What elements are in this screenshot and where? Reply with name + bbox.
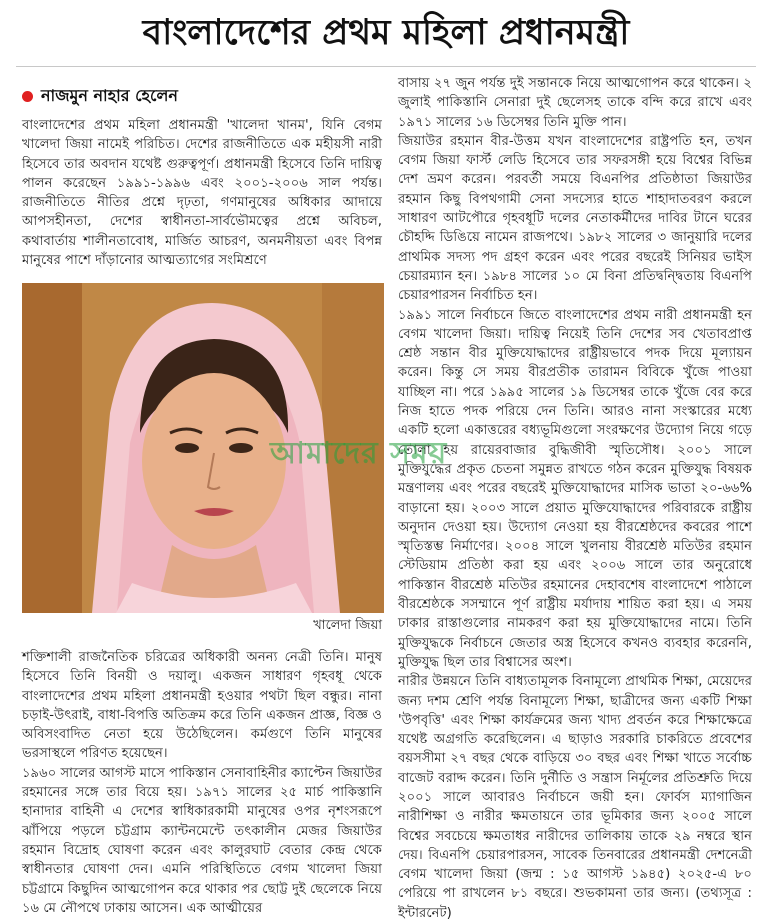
- headline-divider: [16, 66, 756, 67]
- paragraph: ১৯৬০ সালের আগস্ট মাসে পাকিস্তান সেনাবাহিনীর ক্যাপ্টেন জিয়াউর রহমানের সঙ্গে তার বিয়ে হয়। ১৯৭১ সালের ২৫ মার্চ পাকিস্তানি হানাদার বাহিনী এ দেশের স্বাধিকারকামী মানুষের ওপর নৃশংসরূপে ঝাঁপিয়ে পড়লে চট্টগ্রাম ক্যান্টনমেন্টে তৎকালীন মেজর জিয়াউর রহমান বিদ্রোহ ঘোষণা করেন এবং কালুরঘাট বেতার কেন্দ্র থেকে স্বাধীনতার ঘোষণা দেন। এমনি পরিস্থিতিতে বেগম খালেদা জিয়া চট্টগ্রামে কিছুদিন আত্মগোপন করে থাকার পর ছোট্ট দুই ছেলেকে নিয়ে ১৬ মে নৌপথে ঢাকায় আসেন। এক আত্মীয়ের: [22, 765, 382, 916]
- paragraph: ১৯৯১ সালে নির্বাচনে জিতে বাংলাদেশের প্রথম নারী প্রধানমন্ত্রী হন বেগম খালেদা জিয়া। দায়িত্ব নিয়েই তিনি দেশের সব খেতাবপ্রাপ্ত শ্রেষ্ঠ সন্তান বীর মুক্তিযোদ্ধাদের রাষ্ট্রীয়ভাবে পদক দিয়ে মূল্যায়ন করেন। কিন্তু সে সময় বীরপ্রতীক তারামন বিবিকে খুঁজে পাওয়া যাচ্ছিল না। পরে ১৯৯৫ সালের ১৯ ডিসেম্বর তাকে খুঁজে বের করে নিজ হাতে পদক পরিয়ে দেন তিনি। আরও নানা সংস্কারের মধ্যে একটি হলো একাত্তরের বধ্যভূমিগুলো সংরক্ষণের উদ্যোগ নিয়ে গড়ে তোলা হয় রায়েরবাজার বুদ্ধিজীবী স্মৃতিসৌধ। ২০০১ সালে মুক্তিযুদ্ধের প্রকৃত চেতনা সমুন্নত রাখতে গঠন করেন মুক্তিযুদ্ধ বিষয়ক মন্ত্রণালয় এবং পরের বছরেই মুক্তিযোদ্ধাদের মাসিক ভাতা ২০-৬৬% বাড়ানো হয়। ২০০৩ সালে প্রয়াত মুক্তিযোদ্ধাদের পরিবারকে রাষ্ট্রীয় অনুদান দেওয়া হয়। উদ্যোগ নেওয়া হয় বীরশ্রেষ্ঠদের কবরের পাশে স্মৃতিস্তম্ভ নির্মাণের। ২০০৪ সালে খুলনায় বীরশ্রেষ্ঠ মতিউর রহমান স্টেডিয়াম প্রতিষ্ঠা করা হয় এবং ২০০৬ সালে তার অনুরোধে পাকিস্তান বীরশ্রেষ্ঠ মতিউর রহমানের দেহাবশেষ বাংলাদেশে পাঠালে বীরশ্রেষ্ঠকে সসম্মানে পূর্ণ রাষ্ট্রীয় মর্যাদায় শায়িত করা হয়। এ সময় ঢাকার রাস্তাগুলোর নামকরণ করা হয় মুক্তিযোদ্ধাদের নামে। তিনি মুক্তিযুদ্ধকে নির্বাচনে জেতার অস্ত্র হিসেবে কখনও ব্যবহার করেননি, মুক্তিযুদ্ধ ছিল তার বিশ্বাসের অংশ।: [398, 307, 752, 670]
- article-headline: বাংলাদেশের প্রথম মহিলা প্রধানমন্ত্রী: [142, 12, 630, 53]
- left-column-continued: [22, 648, 382, 918]
- photo-caption: খালেদা জিয়া: [313, 618, 382, 633]
- left-column-intro: [22, 116, 382, 270]
- portrait-illustration: [22, 283, 384, 613]
- bullet-dot-icon: [22, 91, 33, 102]
- paragraph: নারীর উন্নয়নে তিনি বাধ্যতামূলক বিনামূল্যে প্রাথমিক শিক্ষা, মেয়েদের জন্য দশম শ্রেণি পর্যন্ত বিনামূল্যে শিক্ষা, ছাত্রীদের জন্য একটি শিক্ষা 'উপবৃত্তি' এবং শিক্ষা কার্যক্রমের জন্য খাদ্য প্রবর্তন করে শিক্ষাক্ষেত্রে যথেষ্ট অগ্রগতি করেছিলেন। এ ছাড়াও সরকারি চাকরিতে প্রবেশের বয়সসীমা ২৭ বছর থেকে বাড়িয়ে ৩০ বছর এবং শিক্ষা খাতে সর্বোচ্চ বাজেট বরাদ্দ করেন। তিনি দুর্নীতি ও সন্ত্রাস নির্মূলের প্রতিশ্রুতি দিয়ে ২০০১ সালে আবারও নির্বাচনে জয়ী হন। ফোর্বস ম্যাগাজিন নারীশিক্ষা ও নারীর ক্ষমতায়নে তার ভূমিকার জন্য ২০০৫ সালে বিশ্বের সবচেয়ে ক্ষমতাধর নারীদের তালিকায় তাকে ২৯ নম্বরে স্থান দেয়। বিএনপি চেয়ারপারসন, সাবেক তিনবারের প্রধানমন্ত্রী দেশনেত্রী বেগম খালেদা জিয়া (জন্ম : ১৫ আগস্ট ১৯৪৫) ২০২৫-এ ৮০ পেরিয়ে পা রাখলেন ৮১ বছরে। শুভকামনা তার জন্য। (তথ্যসূত্র : ইন্টারনেট): [398, 674, 752, 921]
- portrait-photo: [22, 283, 384, 613]
- intro-paragraph: বাংলাদেশের প্রথম মহিলা প্রধানমন্ত্রী 'খালেদা খানম', যিনি বেগম খালেদা জিয়া নামেই পরিচিত। দেশের রাজনীতিতে এক মহীয়সী নারী হিসেবে তার অবদান যথেষ্ট গুরুত্বপূর্ণ। প্রধানমন্ত্রী হিসেবে তিনি দায়িত্ব পালন করেছেন ১৯৯১-১৯৯৬ এবং ২০০১-২০০৬ সাল পর্যন্ত। রাজনীতিতে নীতির প্রশ্নে দৃঢ়তা, গণমানুষের অধিকার আদায়ে আপসহীনতা, দেশের স্বাধীনতা-সার্বভৌমত্বের প্রশ্নে অবিচল, কথাবার্তায় শালীনতাবোধ, মার্জিত আচরণ, অনমনীয়তা এবং বিপন্ন মানুষের পাশে দাঁড়ানোর আত্মত্যাগের সংমিশ্রণে: [22, 118, 382, 269]
- byline: [22, 84, 178, 108]
- byline-author: নাজমুন নাহার হেলেন: [41, 85, 178, 105]
- paragraph: জিয়াউর রহমান বীর-উত্তম যখন বাংলাদেশের রাষ্ট্রপতি হন, তখন বেগম জিয়া ফার্স্ট লেডি হিসেবে তার সফরসঙ্গী হয়ে বিশ্বের বিভিন্ন দেশ ভ্রমণ করেন। পরবর্তী সময়ে বিএনপির প্রতিষ্ঠাতা জিয়াউর রহমান কিছু বিপথগামী সেনা সদস্যের হাতে শাহাদাতবরণ করলে সাধারণ আটপৌরে গৃহবধূটি দলের নেতাকর্মীদের দাবির টানে ঘরের চৌহদ্দি ডিঙিয়ে নামেন রাজপথে। ১৯৮২ সালের ৩ জানুয়ারি দলের প্রাথমিক সদস্য পদ গ্রহণ করেন এবং পরের বছরেই সিনিয়র ভাইস চেয়ারম্যান হন। ১৯৮৪ সালের ১০ মে বিনা প্রতিদ্বন্দ্বিতায় বিএনপি চেয়ারপারসন নির্বাচিত হন।: [398, 133, 752, 304]
- paragraph: বাসায় ২৭ জুন পর্যন্ত দুই সন্তানকে নিয়ে আত্মগোপন করে থাকেন। ২ জুলাই পাকিস্তানি সেনারা দুই ছেলেসহ তাকে বন্দি করে রাখে এবং ১৯৭১ সালের ১৬ ডিসেম্বর তিনি মুক্তি পান।: [398, 76, 752, 130]
- paragraph: শক্তিশালী রাজনৈতিক চরিত্রের অধিকারী অনন্য নেত্রী তিনি। মানুষ হিসেবে তিনি বিনয়ী ও দয়ালু। একজন সাধারণ গৃহবধূ থেকে বাংলাদেশের প্রথম মহিলা প্রধানমন্ত্রী হওয়ার পথটা ছিল বন্ধুর। নানা চড়াই-উৎরাই, বাধা-বিপত্তি অতিক্রম করে তিনি একজন প্রাজ্ঞ, বিজ্ঞ ও অবিসংবাদিত নেতা হয়ে উঠেছিলেন। কর্মগুণে তিনি মানুষের ভরসাস্থলে পরিণত হয়েছেন।: [22, 650, 382, 762]
- right-column: [398, 74, 752, 923]
- publisher-watermark: আমাদের সময়: [270, 436, 448, 471]
